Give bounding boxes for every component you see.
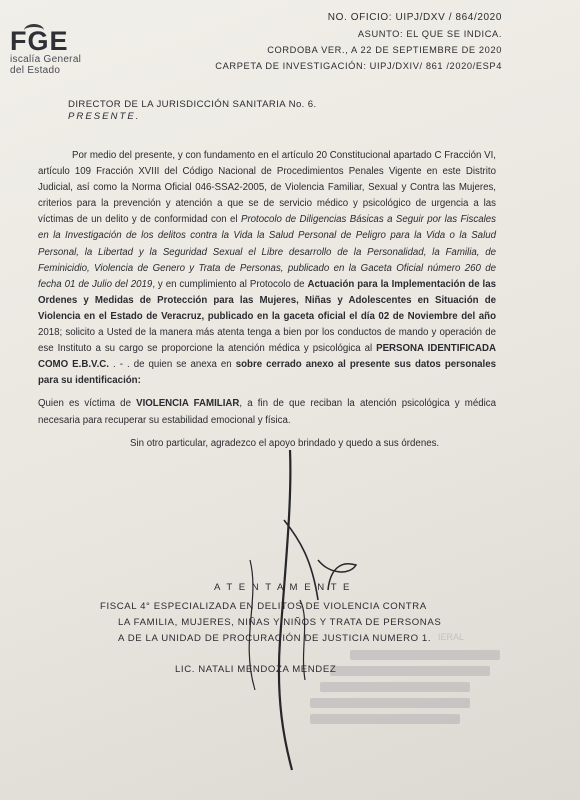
signer-title-line3: A DE LA UNIDAD DE PROCURACIÓN DE JUSTICIA NUMERO 1. — [118, 633, 432, 644]
p1-text-b: , y en cumplimiento al Protocolo de — [152, 278, 308, 290]
logo-subtitle-line1: iscalía General — [10, 54, 82, 65]
p3-text: Sin otro particular, agradezco el apoyo brindado y quedo a sus órdenes. — [130, 437, 440, 449]
asunto: ASUNTO: EL QUE SE INDICA. — [357, 29, 502, 39]
p1-bold-protocol: Actuación para la Implementación de las Ordenes y Medidas de Protección para las Mujeres, Niñas y Adolescentes en Situación de Violencia en el Estado de Veracruz, publicado en la gaceta oficial el día 02 de Noviembre del año — [38, 278, 496, 322]
p2-text-a: Quien es víctima de — [38, 398, 137, 410]
signer-name: LIC. NATALI MENDOZA MENDEZ — [175, 664, 337, 675]
presente: PRESENTE. — [68, 111, 141, 122]
p1-text-c: 2018; solicito a Usted de la manera más atenta tenga a bien por los conductos de mando y operación de ese Instituto a su cargo se proporcione la atención médica y psicológica al — [38, 327, 496, 355]
p1-bold-person: PERSONA IDENTIFICADA COMO E.B.V.C. — [38, 343, 496, 371]
p1-bold-envelope: sobre cerrado anexo al presente sus datos personales para su identificación: — [38, 359, 497, 387]
carpeta-investigacion: CARPETA DE INVESTIGACIÓN: UIPJ/DXIV/ 861 /2020/ESP4 — [215, 61, 502, 71]
logo-subtitle-line2: del Estado — [10, 65, 61, 76]
p2-violence-type: VIOLENCIA FAMILIAR — [136, 398, 240, 410]
signer-title-line2: LA FAMILIA, MUJERES, NIÑAS Y NIÑOS Y TRATA DE PERSONAS — [118, 617, 442, 628]
atentamente: A T E N T A M E N T E — [214, 582, 352, 593]
signer-title-line1: FISCAL 4° ESPECIALIZADA EN DELITOS DE VIOLENCIA CONTRA — [100, 601, 427, 612]
stamp-word: IERAL — [438, 632, 465, 642]
place-date: CORDOBA VER., A 22 DE SEPTIEMBRE DE 2020 — [267, 45, 502, 55]
p1-text-a: Por medio del presente, y con fundamento en el artículo 20 Constitucional apartado C Fracción VI, artículo 109 Fracción XVIII del Código Nacional de Procedimientos Penales Vigente en este Distrito Judicial, así como la Norma Oficial 046-SSA2-2005, de Violencia Familiar, Sexual y Contra las Mujeres, criterios para la prevención y atención a que se de servicio médico y psicológico de urgencia a las víctimas de un delito y de conformidad con el — [38, 150, 496, 226]
logo-title: FGE — [10, 26, 69, 56]
oficio-number: NO. OFICIO: UIPJ/DXV / 864/2020 — [327, 12, 502, 23]
p1-text-d: . - . de quien se anexa en — [108, 359, 236, 371]
p2-text-b: , a fin de que reciban la atención psicológica y médica necesaria para recuperar su estabilidad emocional y física. — [38, 398, 496, 426]
p1-protocol-italic: Protocolo de Diligencias Básicas a Seguir por las Fiscales en la Investigación de los delitos contra la Vida la Salud Personal de Peligro para la Vida o la Salud Personal, la Libertad y la Seguridad Sexual el Libre desarrollo de la Personalidad, la Familia, de Feminicidio, Violencia de Genero y Trata de Personas, publicado en la Gaceta Oficial número 260 de fecha 01 de Julio del 2019 — [38, 214, 496, 290]
addressee: DIRECTOR DE LA JURISDICCIÓN SANITARIA No. 6. — [68, 99, 317, 110]
